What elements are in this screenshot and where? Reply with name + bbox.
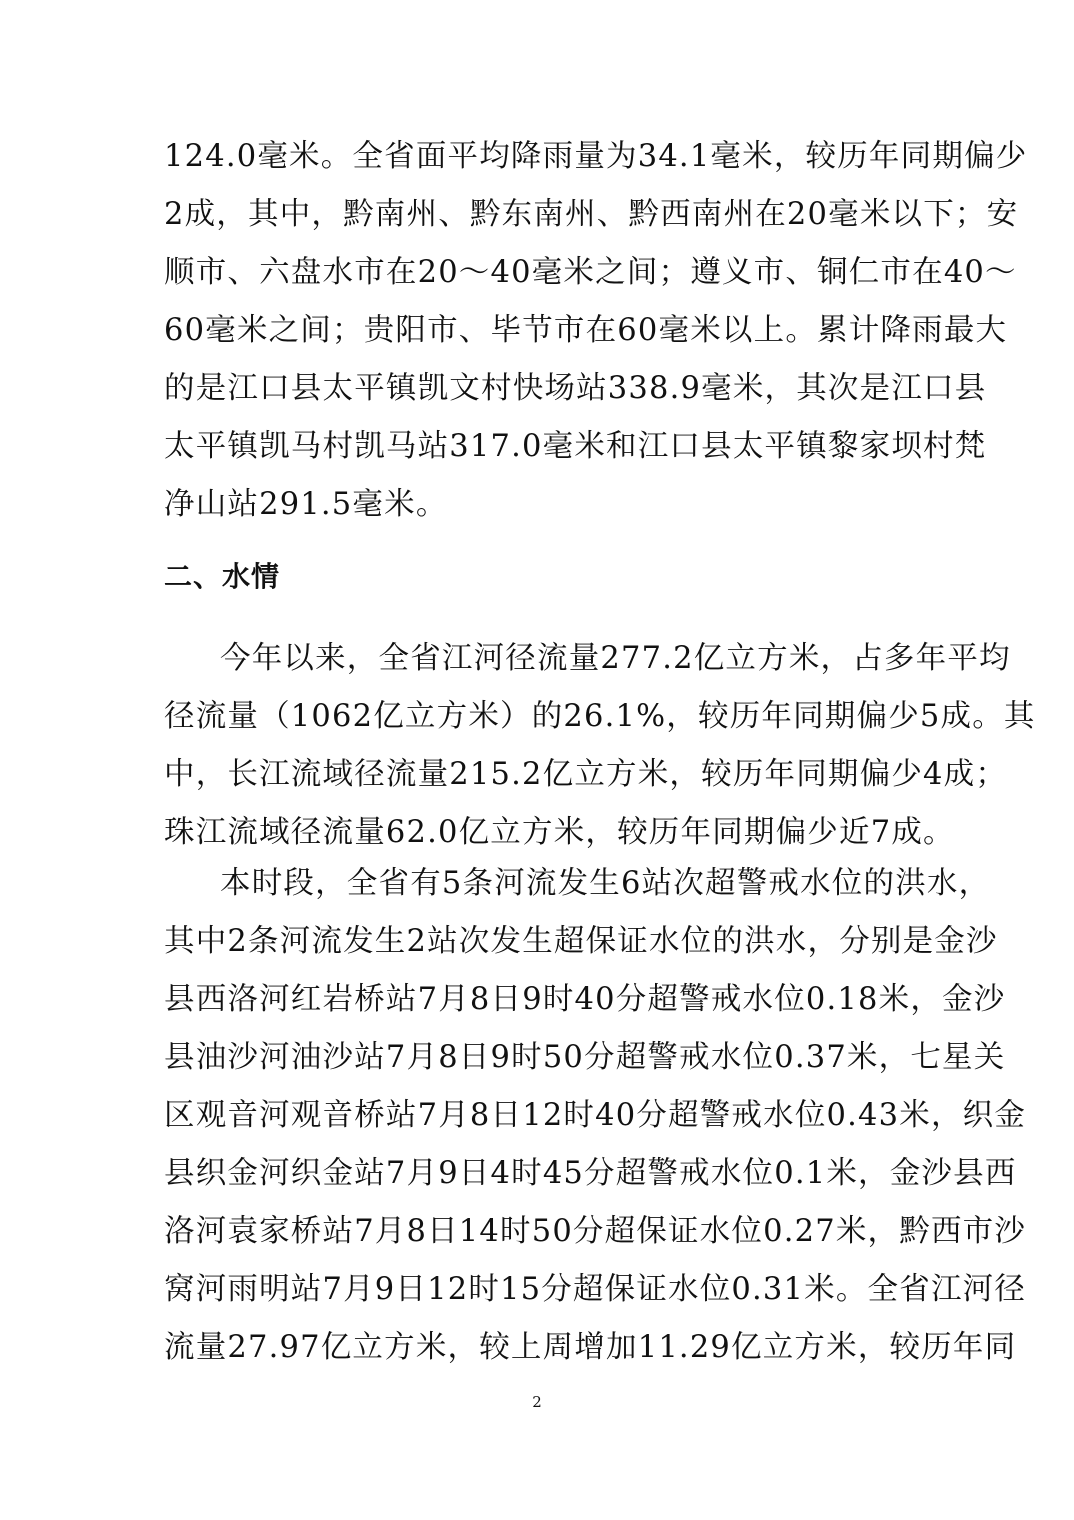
text-line: 区观音河观音桥站7月8日12时40分超警戒水位0.43米，织金 [164,1098,1027,1133]
text-line: 124.0毫米。全省面平均降雨量为34.1毫米，较历年同期偏少 [164,139,1028,174]
section-heading: 二、水情 [164,560,281,593]
text-line: 其中2条河流发生2站次发生超保证水位的洪水，分别是金沙 [164,924,998,959]
flood-paragraph [164,855,1027,1377]
text-line: 珠江流域径流量62.0亿立方米，较历年同期偏少近7成。 [164,815,955,850]
text-line: 本时段，全省有5条河流发生6站次超警戒水位的洪水， [220,866,991,901]
page-number: 2 [532,1393,542,1411]
text-line: 中，长江流域径流量215.2亿立方米，较历年同期偏少4成； [164,757,1008,792]
text-line: 60毫米之间；贵阳市、毕节市在60毫米以上。累计降雨最大 [164,313,1008,348]
text-line: 流量27.97亿立方米，较上周增加11.29亿立方米，较历年同 [164,1330,1017,1365]
text-line: 顺市、六盘水市在20～40毫米之间；遵义市、铜仁市在40～ [164,255,1017,290]
text-line: 太平镇凯马村凯马站317.0毫米和江口县太平镇黎家坝村梵 [164,429,987,464]
text-line: 2成，其中，黔南州、黔东南州、黔西南州在20毫米以下；安 [164,197,1019,232]
text-line: 径流量（1062亿立方米）的26.1%，较历年同期偏少5成。其 [164,699,1036,734]
text-line: 洛河袁家桥站7月8日14时50分超保证水位0.27米，黔西市沙 [164,1214,1027,1249]
text-line: 县织金河织金站7月9日4时45分超警戒水位0.1米，金沙县西 [164,1156,1017,1191]
text-line: 县油沙河油沙站7月8日9时50分超警戒水位0.37米，七星关 [164,1040,1006,1075]
rainfall-paragraph [164,128,1028,534]
runoff-paragraph [164,630,1036,862]
text-line: 的是江口县太平镇凯文村快场站338.9毫米，其次是江口县 [164,371,987,406]
text-line: 净山站291.5毫米。 [164,487,448,522]
text-line: 今年以来，全省江河径流量277.2亿立方米，占多年平均 [220,641,1011,676]
text-line: 窝河雨明站7月9日12时15分超保证水位0.31米。全省江河径 [164,1272,1027,1307]
text-line: 县西洛河红岩桥站7月8日9时40分超警戒水位0.18米，金沙 [164,982,1006,1017]
